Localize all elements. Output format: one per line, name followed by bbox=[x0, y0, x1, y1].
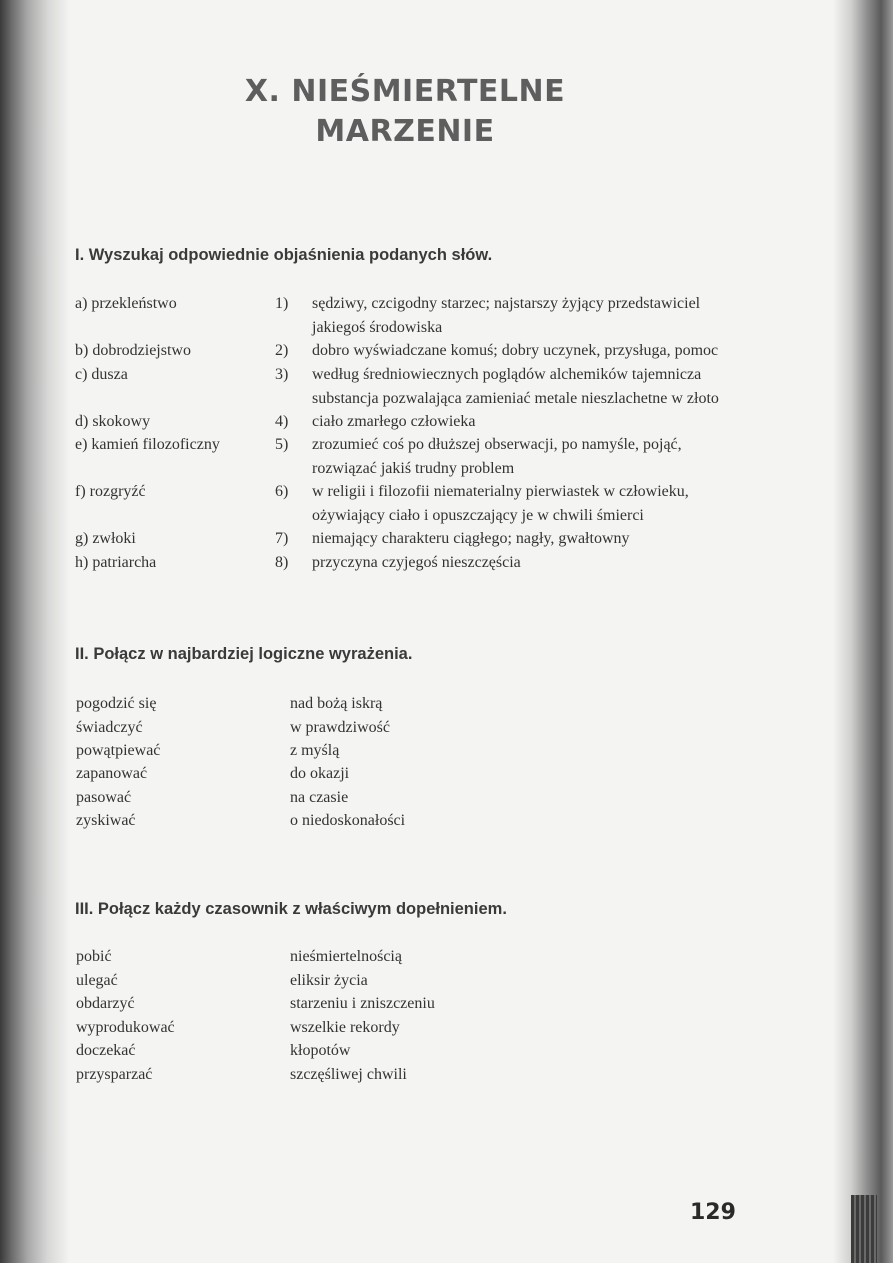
phrase-left: świadczyć bbox=[76, 719, 143, 736]
page-spine-shadow bbox=[0, 0, 70, 1263]
phrase-left: pogodzić się bbox=[76, 695, 157, 712]
word-c: c) dusza bbox=[75, 366, 128, 383]
section-1-heading: I. Wyszukaj odpowiednie objaśnienia podanych słów. bbox=[75, 246, 493, 264]
complement-right: starzeniu i zniszczeniu bbox=[290, 995, 435, 1012]
complement-right: szczęśliwej chwili bbox=[290, 1066, 407, 1083]
phrase-right: do okazji bbox=[290, 765, 350, 782]
word-a: a) przekleństwo bbox=[75, 295, 177, 312]
definition-8 bbox=[275, 551, 745, 575]
verb-left: obdarzyć bbox=[76, 995, 135, 1012]
definition-4 bbox=[275, 410, 745, 434]
definition-1 bbox=[275, 292, 745, 339]
word-g: g) zwłoki bbox=[75, 530, 136, 547]
definition-number: 1) bbox=[275, 295, 289, 312]
definition-6 bbox=[275, 480, 745, 527]
phrase-right: z myślą bbox=[290, 742, 340, 759]
phrase-right: o niedoskonałości bbox=[290, 812, 406, 829]
phrase-left: pasować bbox=[76, 789, 132, 806]
definition-number: 8) bbox=[275, 554, 289, 571]
verb-left: ulegać bbox=[76, 972, 118, 989]
chapter-title-line-2: MARZENIE bbox=[315, 114, 495, 149]
word-d: d) skokowy bbox=[75, 413, 151, 430]
definition-number: 4) bbox=[275, 413, 289, 430]
phrase-right: na czasie bbox=[290, 789, 349, 806]
definition-text: sędziwy, czcigodny starzec; najstarszy żyjący przedstawiciel jakiegoś środowiska bbox=[312, 295, 701, 336]
definition-5 bbox=[275, 433, 745, 480]
word-h: h) patriarcha bbox=[75, 554, 157, 571]
complement-right: wszelkie rekordy bbox=[290, 1019, 400, 1036]
phrase-right: nad bożą iskrą bbox=[290, 695, 383, 712]
verb-left: doczekać bbox=[76, 1042, 136, 1059]
verb-left: wyprodukować bbox=[76, 1019, 175, 1036]
definition-text: w religii i filozofii niematerialny pierwiastek w człowieku, ożywiający ciało i opuszczający je w chwili śmierci bbox=[312, 483, 689, 524]
page-number: 129 bbox=[690, 1200, 736, 1225]
phrase-left: zyskiwać bbox=[76, 812, 136, 829]
definition-text: zrozumieć coś po dłuższej obserwacji, po namyśle, pojąć, rozwiązać jakiś trudny problem bbox=[312, 436, 682, 477]
phrase-left: zapanować bbox=[76, 765, 148, 782]
phrase-left: powątpiewać bbox=[76, 742, 161, 759]
section-3-heading: III. Połącz każdy czasownik z właściwym dopełnieniem. bbox=[75, 900, 507, 918]
complement-right: nieśmiertelnością bbox=[290, 948, 402, 965]
definition-number: 2) bbox=[275, 342, 289, 359]
definition-3 bbox=[275, 363, 745, 410]
chapter-title-line-1: X. NIEŚMIERTELNE bbox=[244, 74, 566, 109]
definition-number: 7) bbox=[275, 530, 289, 547]
page-edge-shadow bbox=[833, 0, 893, 1263]
complement-right: kłopotów bbox=[290, 1042, 351, 1059]
thumb-index-tab bbox=[851, 1195, 877, 1263]
definition-number: 5) bbox=[275, 436, 289, 453]
word-b: b) dobrodziejstwo bbox=[75, 342, 191, 359]
definition-text: ciało zmarłego człowieka bbox=[312, 413, 476, 430]
complement-right: eliksir życia bbox=[290, 972, 368, 989]
definition-7 bbox=[275, 527, 745, 551]
definition-text: dobro wyświadczane komuś; dobry uczynek, przysługa, pomoc bbox=[312, 342, 719, 359]
definition-number: 3) bbox=[275, 366, 289, 383]
word-e: e) kamień filozoficzny bbox=[75, 436, 220, 453]
definition-number: 6) bbox=[275, 483, 289, 500]
definition-2 bbox=[275, 339, 745, 363]
definition-text: niemający charakteru ciągłego; nagły, gwałtowny bbox=[312, 530, 630, 547]
verb-left: przysparzać bbox=[76, 1066, 153, 1083]
section-2-heading: II. Połącz w najbardziej logiczne wyrażenia. bbox=[75, 645, 413, 663]
definition-text: według średniowiecznych poglądów alchemików tajemnicza substancja pozwalająca zamieniać metale nieszlachetne w złoto bbox=[312, 366, 719, 407]
word-f: f) rozgryźć bbox=[75, 483, 146, 500]
verb-left: pobić bbox=[76, 948, 112, 965]
definition-text: przyczyna czyjegoś nieszczęścia bbox=[312, 554, 521, 571]
phrase-right: w prawdziwość bbox=[290, 719, 390, 736]
